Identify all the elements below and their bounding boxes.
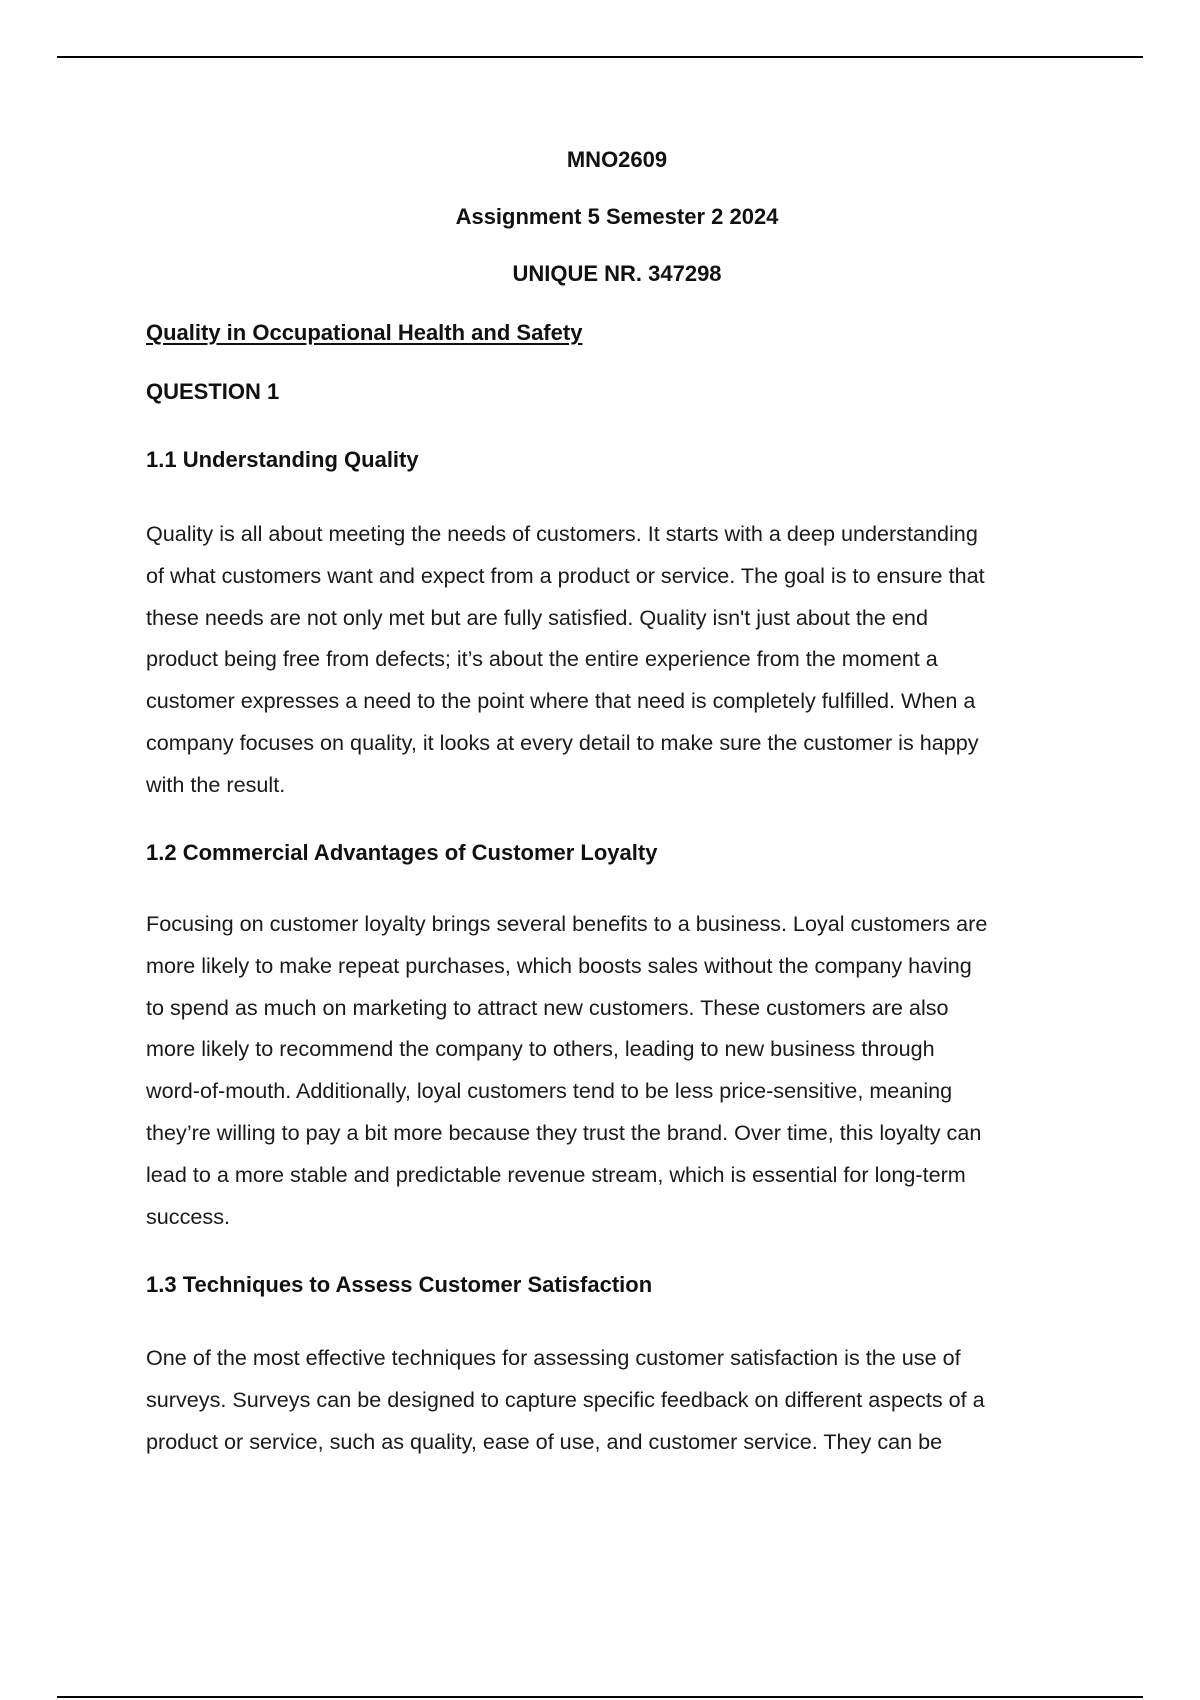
section-heading-1-2: 1.2 Commercial Advantages of Customer Loyalty <box>146 840 658 865</box>
document-title: Quality in Occupational Health and Safety <box>146 320 583 345</box>
paragraph-line: they’re willing to pay a bit more because they trust the brand. Over time, this loyalty can <box>146 1119 982 1145</box>
paragraph-line: One of the most effective techniques for assessing customer satisfaction is the use of <box>146 1345 961 1370</box>
assignment-title: Assignment 5 Semester 2 2024 <box>455 204 779 229</box>
section-paragraph-1-3 <box>146 1337 1091 1462</box>
paragraph-line: more likely to make repeat purchases, which boosts sales without the company having <box>146 952 972 978</box>
paragraph-line: Focusing on customer loyalty brings several benefits to a business. Loyal customers are <box>146 911 988 936</box>
section-paragraph-1-1 <box>146 513 1091 806</box>
paragraph-line: success. <box>146 1203 231 1229</box>
question-heading: QUESTION 1 <box>146 379 280 404</box>
paragraph-line: company focuses on quality, it looks at every detail to make sure the customer is happy <box>146 729 979 755</box>
paragraph-line: surveys. Surveys can be designed to capture specific feedback on different aspects of a <box>146 1386 985 1412</box>
paragraph-line: word-of-mouth. Additionally, loyal customers tend to be less price-sensitive, meaning <box>146 1078 953 1104</box>
paragraph-line: these needs are not only met but are fully satisfied. Quality isn't just about the end <box>146 604 928 630</box>
section-heading-1-1: 1.1 Understanding Quality <box>146 447 419 472</box>
paragraph-line: lead to a more stable and predictable revenue stream, which is essential for long-term <box>146 1161 966 1187</box>
paragraph-line: customer expresses a need to the point where that need is completely fulfilled. When a <box>146 688 976 714</box>
paragraph-line: Quality is all about meeting the needs of customers. It starts with a deep understanding <box>146 521 978 546</box>
section-heading-1-3: 1.3 Techniques to Assess Customer Satisfaction <box>146 1272 653 1297</box>
bottom-rule <box>57 1696 1143 1698</box>
paragraph-line: more likely to recommend the company to others, leading to new business through <box>146 1036 935 1062</box>
paragraph-line: product or service, such as quality, ease of use, and customer service. They can be <box>146 1428 943 1454</box>
paragraph-line: of what customers want and expect from a product or service. The goal is to ensure that <box>146 562 985 588</box>
paragraph-line: with the result. <box>146 771 286 797</box>
unique-number: UNIQUE NR. 347298 <box>512 261 722 286</box>
top-rule <box>57 56 1143 58</box>
paragraph-line: product being free from defects; it’s about the entire experience from the moment a <box>146 646 938 672</box>
course-code: MNO2609 <box>566 147 668 172</box>
section-paragraph-1-2 <box>146 903 1091 1237</box>
paragraph-line: to spend as much on marketing to attract new customers. These customers are also <box>146 994 949 1020</box>
